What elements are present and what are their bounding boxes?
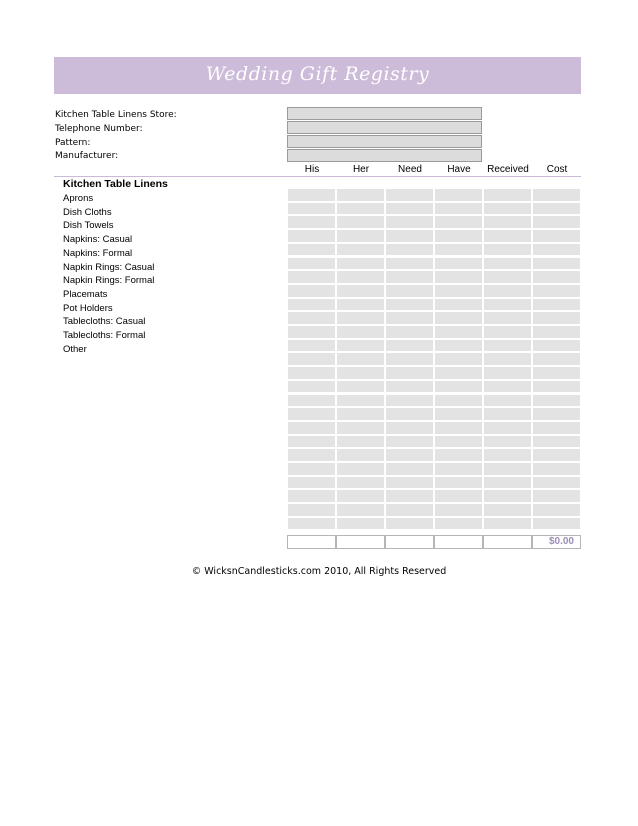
grid-cell[interactable]	[434, 339, 483, 353]
total-cell	[385, 535, 434, 549]
column-header-cost: Cost	[546, 164, 568, 175]
column-header-need: Need	[398, 164, 422, 175]
grid-cell[interactable]	[434, 448, 483, 462]
grid-cell[interactable]	[483, 298, 532, 312]
grid-cell[interactable]	[483, 215, 532, 229]
total-cell	[434, 535, 483, 549]
grid-cell[interactable]	[385, 188, 434, 202]
grid-cell[interactable]	[483, 257, 532, 271]
grid-cell[interactable]	[483, 325, 532, 339]
grid-cell[interactable]	[434, 257, 483, 271]
pattern-field[interactable]	[287, 135, 482, 148]
total-cell	[287, 535, 336, 549]
grid-cell[interactable]	[483, 243, 532, 257]
grid-cell[interactable]	[434, 243, 483, 257]
grid-cell[interactable]	[434, 311, 483, 325]
grid-cell[interactable]	[385, 380, 434, 394]
grid-cell[interactable]	[434, 298, 483, 312]
list-item-dish-towels: Dish Towels	[63, 220, 114, 231]
grid-cell[interactable]	[434, 380, 483, 394]
grid-cell[interactable]	[336, 270, 385, 284]
grid-cell[interactable]	[336, 202, 385, 216]
grid-cell[interactable]	[532, 298, 581, 312]
grid-cell[interactable]	[532, 270, 581, 284]
copyright-footer: © WicksnCandlesticks.com 2010, All Rights Reserved	[191, 566, 447, 577]
grid-cell[interactable]	[385, 325, 434, 339]
grid-cell[interactable]	[532, 462, 581, 476]
grid-cell[interactable]	[287, 366, 336, 380]
grid-cell[interactable]	[287, 325, 336, 339]
grid-cell[interactable]	[434, 503, 483, 517]
grid-cell[interactable]	[385, 311, 434, 325]
grid-cell[interactable]	[287, 257, 336, 271]
grid-cell[interactable]	[483, 270, 532, 284]
total-cell	[483, 535, 532, 549]
grid-cell[interactable]	[434, 284, 483, 298]
grid-cell[interactable]	[336, 517, 385, 531]
grid-cell[interactable]	[287, 284, 336, 298]
grid-cell[interactable]	[532, 448, 581, 462]
grid-cell[interactable]	[336, 462, 385, 476]
grid-cell[interactable]	[532, 366, 581, 380]
grid-cell[interactable]	[287, 421, 336, 435]
grid-cell[interactable]	[434, 407, 483, 421]
registry-grid	[287, 188, 580, 550]
grid-cell[interactable]	[385, 243, 434, 257]
grid-cell[interactable]	[287, 339, 336, 353]
grid-cell[interactable]	[483, 489, 532, 503]
grid-cell[interactable]	[385, 257, 434, 271]
grid-cell[interactable]	[287, 462, 336, 476]
page-title: Wedding Gift Registry	[205, 63, 430, 85]
store-label: Kitchen Table Linens Store:	[55, 110, 177, 120]
column-header-have: Have	[447, 164, 471, 175]
grid-cell[interactable]	[483, 229, 532, 243]
grid-cell[interactable]	[532, 394, 581, 408]
grid-cell[interactable]	[336, 325, 385, 339]
grid-cell[interactable]	[483, 366, 532, 380]
grid-cell[interactable]	[385, 517, 434, 531]
grid-cell[interactable]	[532, 489, 581, 503]
grid-cell[interactable]	[532, 339, 581, 353]
grid-cell[interactable]	[287, 476, 336, 490]
grid-cell[interactable]	[483, 380, 532, 394]
grid-cell[interactable]	[287, 311, 336, 325]
grid-cell[interactable]	[483, 476, 532, 490]
grid-cell[interactable]	[336, 394, 385, 408]
grid-cell[interactable]	[434, 435, 483, 449]
grid-cell[interactable]	[287, 489, 336, 503]
grid-cell[interactable]	[434, 188, 483, 202]
grid-cell[interactable]	[532, 476, 581, 490]
telephone-label: Telephone Number:	[55, 124, 143, 134]
list-item-tablecloths-formal: Tablecloths: Formal	[63, 330, 146, 341]
grid-cell[interactable]	[336, 311, 385, 325]
grid-cell[interactable]	[532, 503, 581, 517]
grid-cell[interactable]	[287, 407, 336, 421]
grid-cell[interactable]	[385, 202, 434, 216]
grid-cell[interactable]	[483, 284, 532, 298]
grid-cell[interactable]	[336, 366, 385, 380]
grid-cell[interactable]	[385, 407, 434, 421]
grid-cell[interactable]	[385, 270, 434, 284]
grid-cell[interactable]	[434, 489, 483, 503]
grid-cell[interactable]	[434, 202, 483, 216]
grid-cell[interactable]	[336, 257, 385, 271]
grid-cell[interactable]	[336, 476, 385, 490]
grid-cell[interactable]	[336, 352, 385, 366]
grid-cell[interactable]	[385, 503, 434, 517]
grid-cell[interactable]	[434, 462, 483, 476]
grid-cell[interactable]	[532, 352, 581, 366]
grid-cell[interactable]	[385, 394, 434, 408]
manufacturer-label: Manufacturer:	[55, 151, 119, 161]
grid-cell[interactable]	[287, 215, 336, 229]
grid-cell[interactable]	[532, 215, 581, 229]
telephone-field[interactable]	[287, 121, 482, 134]
grid-cell[interactable]	[385, 489, 434, 503]
grid-cell[interactable]	[385, 421, 434, 435]
grid-cell[interactable]	[336, 380, 385, 394]
grid-cell[interactable]	[385, 476, 434, 490]
grid-cell[interactable]	[385, 215, 434, 229]
grid-cell[interactable]	[385, 366, 434, 380]
column-header-her: Her	[352, 164, 370, 175]
grid-cell[interactable]	[434, 476, 483, 490]
grid-cell[interactable]	[336, 503, 385, 517]
pattern-label: Pattern:	[55, 138, 91, 148]
grid-cell[interactable]	[532, 407, 581, 421]
grid-cell[interactable]	[532, 229, 581, 243]
grid-cell[interactable]	[532, 380, 581, 394]
grid-cell[interactable]	[532, 325, 581, 339]
section-divider	[54, 176, 581, 177]
grid-cell[interactable]	[532, 421, 581, 435]
grid-cell[interactable]	[532, 188, 581, 202]
grid-cell[interactable]	[434, 421, 483, 435]
list-item-aprons: Aprons	[63, 193, 94, 204]
section-title: Kitchen Table Linens	[63, 178, 168, 190]
grid-cell[interactable]	[434, 366, 483, 380]
grid-cell[interactable]	[483, 339, 532, 353]
grid-cell[interactable]	[385, 352, 434, 366]
list-item-tablecloths-casual: Tablecloths: Casual	[63, 316, 146, 327]
grid-cell[interactable]	[287, 517, 336, 531]
grid-cell[interactable]	[385, 448, 434, 462]
grid-cell[interactable]	[336, 407, 385, 421]
grid-cell[interactable]	[483, 503, 532, 517]
grid-cell[interactable]	[336, 229, 385, 243]
grid-cell[interactable]	[532, 243, 581, 257]
grid-cell[interactable]	[434, 352, 483, 366]
grid-cell[interactable]	[532, 257, 581, 271]
grid-cell[interactable]	[336, 243, 385, 257]
grid-cell[interactable]	[336, 284, 385, 298]
grid-cell[interactable]	[287, 448, 336, 462]
grid-cell[interactable]	[483, 517, 532, 531]
grid-cell[interactable]	[287, 298, 336, 312]
grid-cell[interactable]	[385, 339, 434, 353]
grid-cell[interactable]	[483, 435, 532, 449]
grid-cell[interactable]	[287, 243, 336, 257]
column-header-his: His	[304, 164, 320, 175]
grid-cell[interactable]	[483, 394, 532, 408]
grid-cell[interactable]	[385, 462, 434, 476]
list-item-napkin-rings-casual: Napkin Rings: Casual	[63, 262, 155, 273]
grid-cell[interactable]	[287, 229, 336, 243]
list-item-other: Other	[63, 344, 87, 355]
grid-cell[interactable]	[483, 311, 532, 325]
grid-cell[interactable]	[336, 188, 385, 202]
cost-total: $0.00	[548, 535, 574, 547]
list-item-dish-cloths: Dish Cloths	[63, 207, 112, 218]
grid-cell[interactable]	[385, 229, 434, 243]
grid-cell[interactable]	[483, 448, 532, 462]
grid-cell[interactable]	[434, 325, 483, 339]
list-item-napkins-formal: Napkins: Formal	[63, 248, 133, 259]
column-header-received: Received	[487, 164, 529, 175]
grid-cell[interactable]	[385, 298, 434, 312]
grid-cell[interactable]	[483, 202, 532, 216]
grid-cell[interactable]	[483, 188, 532, 202]
grid-cell[interactable]	[532, 517, 581, 531]
grid-cell[interactable]	[287, 188, 336, 202]
grid-cell[interactable]	[287, 270, 336, 284]
grid-cell[interactable]	[532, 202, 581, 216]
grid-cell[interactable]	[434, 517, 483, 531]
store-field[interactable]	[287, 107, 482, 120]
grid-cell[interactable]	[336, 448, 385, 462]
list-item-napkins-casual: Napkins: Casual	[63, 234, 133, 245]
grid-cell[interactable]	[434, 215, 483, 229]
grid-cell[interactable]	[483, 407, 532, 421]
grid-cell[interactable]	[287, 394, 336, 408]
grid-cell[interactable]	[287, 503, 336, 517]
grid-cell[interactable]	[287, 202, 336, 216]
grid-cell[interactable]	[336, 489, 385, 503]
grid-cell[interactable]	[532, 435, 581, 449]
list-item-placemats: Placemats	[63, 289, 108, 300]
grid-cell[interactable]	[336, 215, 385, 229]
grid-cell[interactable]	[385, 284, 434, 298]
grid-cell[interactable]	[287, 435, 336, 449]
grid-cell[interactable]	[287, 352, 336, 366]
grid-cell[interactable]	[336, 298, 385, 312]
grid-cell[interactable]	[532, 311, 581, 325]
grid-cell[interactable]	[434, 229, 483, 243]
grid-cell[interactable]	[483, 421, 532, 435]
grid-cell[interactable]	[483, 352, 532, 366]
title-banner	[54, 57, 581, 94]
list-item-pot-holders: Pot Holders	[63, 303, 113, 314]
grid-cell[interactable]	[287, 380, 336, 394]
grid-cell[interactable]	[434, 270, 483, 284]
grid-cell[interactable]	[434, 394, 483, 408]
list-item-napkin-rings-formal: Napkin Rings: Formal	[63, 275, 155, 286]
grid-cell[interactable]	[385, 435, 434, 449]
grid-cell[interactable]	[532, 284, 581, 298]
total-cell	[336, 535, 385, 549]
grid-cell[interactable]	[483, 462, 532, 476]
grid-cell[interactable]	[336, 421, 385, 435]
grid-cell[interactable]	[336, 435, 385, 449]
grid-cell[interactable]	[336, 339, 385, 353]
manufacturer-field[interactable]	[287, 149, 482, 162]
